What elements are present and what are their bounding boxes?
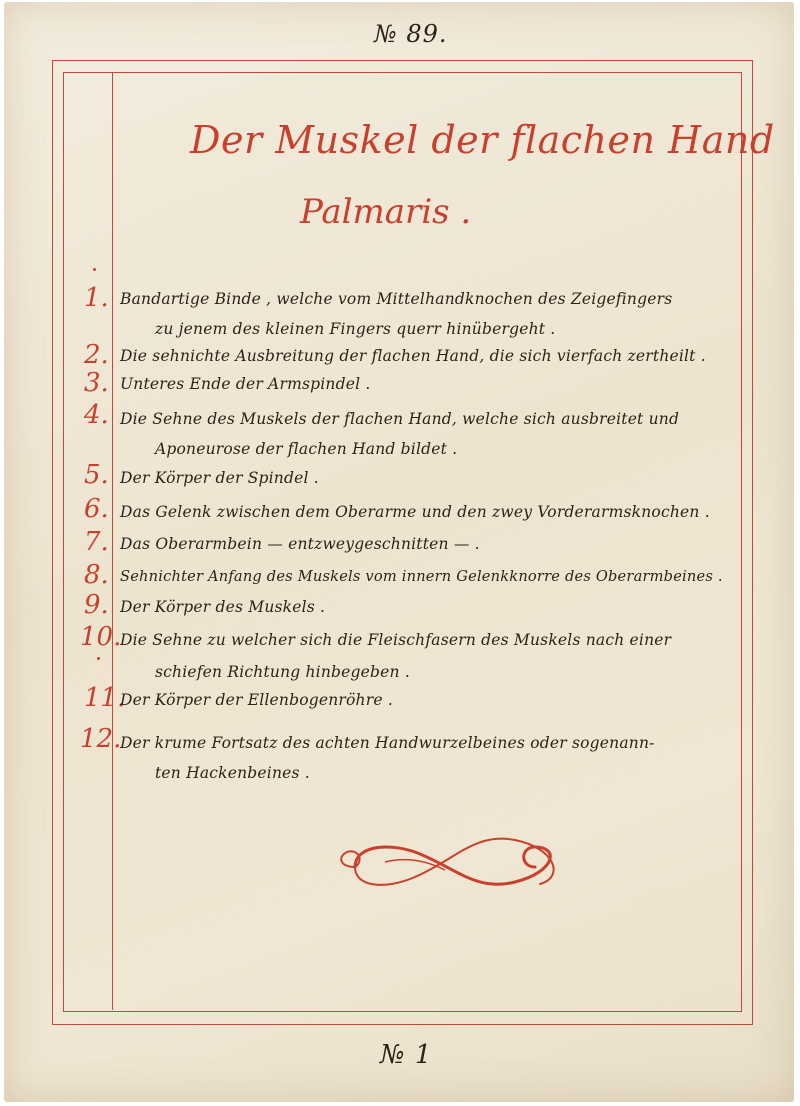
entry-text-continued: Aponeurose der flachen Hand bildet . [155, 440, 458, 458]
entry-number: 11. [84, 683, 126, 713]
entry-text: Die sehnichte Ausbreitung der flachen Hand, die sich vierfach zertheilt . [120, 347, 706, 365]
dot-mark [93, 268, 96, 271]
entry-text-continued: zu jenem des kleinen Fingers querr hinübergeht . [155, 320, 556, 338]
entry-number: 10. [80, 622, 122, 652]
entry-number: 9. [84, 590, 109, 620]
entry-number: 2. [84, 340, 109, 370]
entry-number: 5. [84, 460, 109, 490]
page-number-top: № 89. [374, 20, 448, 48]
entry-text: Das Gelenk zwischen dem Oberarme und den zwey Vorderarmsknochen . [120, 503, 710, 521]
entry-text: Unteres Ende der Armspindel . [120, 375, 371, 393]
entry-text-continued: ten Hackenbeines . [155, 764, 310, 782]
entry-number: 1. [84, 283, 109, 313]
page-subtitle: Palmaris . [300, 192, 472, 232]
entry-number: 7. [84, 527, 109, 557]
entry-text: Der Körper der Ellenbogenröhre . [120, 691, 393, 709]
entry-text: Sehnichter Anfang des Muskels vom innern Gelenkknorre des Oberarmbeines . [120, 568, 723, 585]
entry-text: Der Körper des Muskels . [120, 598, 326, 616]
entry-text: Bandartige Binde , welche vom Mittelhandknochen des Zeigefingers [120, 290, 673, 308]
entry-number: 12. [80, 724, 122, 754]
entry-text: Der Körper der Spindel . [120, 469, 319, 487]
entry-number: 6. [84, 494, 109, 524]
page-title: Der Muskel der flachen Hand [190, 118, 775, 162]
dot-mark [97, 657, 100, 660]
entry-text: Die Sehne zu welcher sich die Fleischfasern des Muskels nach einer [120, 631, 672, 649]
entry-number: 8. [84, 560, 109, 590]
entry-text-continued: schiefen Richtung hinbegeben . [155, 663, 410, 681]
page-number-bottom: № 1 [380, 1040, 433, 1070]
decorative-flourish [325, 822, 585, 902]
entry-text: Das Oberarmbein — entzweygeschnitten — . [120, 535, 480, 553]
entry-text: Die Sehne des Muskels der flachen Hand, welche sich ausbreitet und [120, 410, 680, 428]
entry-number: 3. [84, 368, 109, 398]
entry-number: 4. [84, 400, 109, 430]
entry-text: Der krume Fortsatz des achten Handwurzelbeines oder sogenann- [120, 734, 655, 752]
margin-rule [112, 73, 113, 1010]
